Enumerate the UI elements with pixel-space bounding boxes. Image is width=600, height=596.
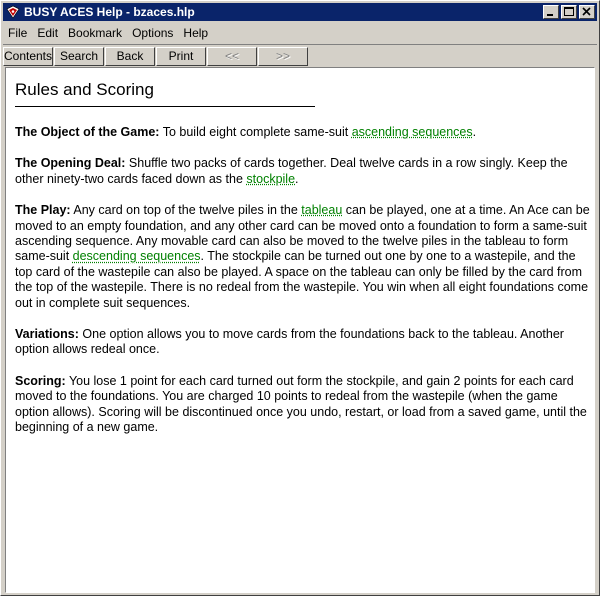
variations-heading: Variations: (15, 327, 79, 342)
title-bar[interactable] (3, 3, 597, 21)
menu-edit[interactable] (32, 24, 63, 42)
menu-bookmark-label: Bookmark (68, 25, 123, 40)
title-divider (15, 106, 315, 107)
topic-body (15, 80, 590, 452)
object-text-1: To build eight complete same-suit (159, 125, 352, 139)
stockpile-link[interactable]: stockpile (246, 171, 296, 186)
minimize-icon (544, 6, 558, 18)
deal-heading: The Opening Deal: (15, 156, 126, 171)
descending-sequences-link[interactable]: descending sequences (72, 249, 201, 264)
scoring-heading: Scoring: (15, 373, 66, 388)
menu-options[interactable] (127, 24, 178, 42)
ascending-sequences-link[interactable]: ascending sequences (351, 125, 473, 139)
play-paragraph (15, 203, 590, 311)
deal-text-2: . (295, 171, 299, 186)
object-text-2: . (472, 125, 477, 139)
play-heading: The Play: (15, 203, 71, 218)
browse-previous-button[interactable] (207, 47, 257, 66)
menu-edit-label: Edit (37, 25, 59, 40)
window-title: BUSY ACES Help - bzaces.hlp (24, 5, 195, 19)
deal-text-1: Shuffle two packs of cards together. Deal twelve cards in a row singly. Keep the other ninety-two cards faced down as the (15, 156, 568, 186)
menu-bar (3, 23, 597, 42)
contents-button[interactable] (3, 47, 53, 66)
variations-text: One option allows you to move cards from the foundations back to the tableau. Another option allows redeal once. (15, 327, 564, 357)
play-text-3: . The stockpile can be turned out one by one to a wastepile, and the top card of the wastepile can also be played. A space on the tableau can only be filled by the card from the top of the wastepile. There is no redeal from the wastepile. You win when all eight foundations come out in complete suit sequences. (15, 249, 589, 310)
close-icon (580, 6, 594, 18)
maximize-icon (562, 6, 576, 18)
menu-help-label: Help (183, 25, 209, 40)
deal-paragraph (15, 156, 590, 187)
toolbar (3, 44, 597, 67)
scoring-paragraph (15, 374, 590, 436)
close-button[interactable] (579, 5, 595, 19)
browse-previous-label: << (224, 49, 239, 63)
play-text-2: can be played, one at a time. An Ace can be moved to an empty foundation, and any other card can be moved onto a foundation to form a same-suit ascending sequence. Any movable card can also be moved to the twelve piles in the tableau to form same-suit (15, 203, 590, 264)
browse-next-button[interactable] (258, 47, 308, 66)
back-button[interactable] (105, 47, 155, 66)
browse-next-label: >> (275, 49, 290, 63)
menu-file-label: File (8, 25, 28, 40)
maximize-button[interactable] (561, 5, 577, 19)
menu-help[interactable] (178, 24, 213, 42)
search-button[interactable] (54, 47, 104, 66)
play-text-1: Any card on top of the twelve piles in the (70, 203, 302, 218)
help-topic-pane[interactable] (5, 67, 595, 593)
help-book-icon (6, 5, 20, 19)
contents-button-label: Contents (3, 49, 53, 63)
print-button-label: Print (168, 49, 194, 63)
variations-paragraph (15, 327, 590, 358)
menu-bookmark[interactable] (63, 24, 127, 42)
print-button[interactable] (156, 47, 206, 66)
back-button-label: Back (116, 49, 144, 63)
search-button-label: Search (59, 49, 99, 63)
topic-title: Rules and Scoring (15, 80, 154, 99)
menu-options-label: Options (132, 25, 174, 40)
menu-file[interactable] (3, 24, 32, 42)
minimize-button[interactable] (543, 5, 559, 19)
tableau-link[interactable]: tableau (301, 203, 343, 218)
object-paragraph (15, 125, 590, 140)
scoring-text: You lose 1 point for each card turned out form the stockpile, and gain 2 points for each card moved to the foundations. You are charged 10 points to redeal from the wastepile (when the game option allows). Scoring will be discontinued once you undo, restart, or load from a saved game, until the beginning of a new game. (15, 373, 587, 435)
object-heading: The Object of the Game: (15, 125, 160, 139)
